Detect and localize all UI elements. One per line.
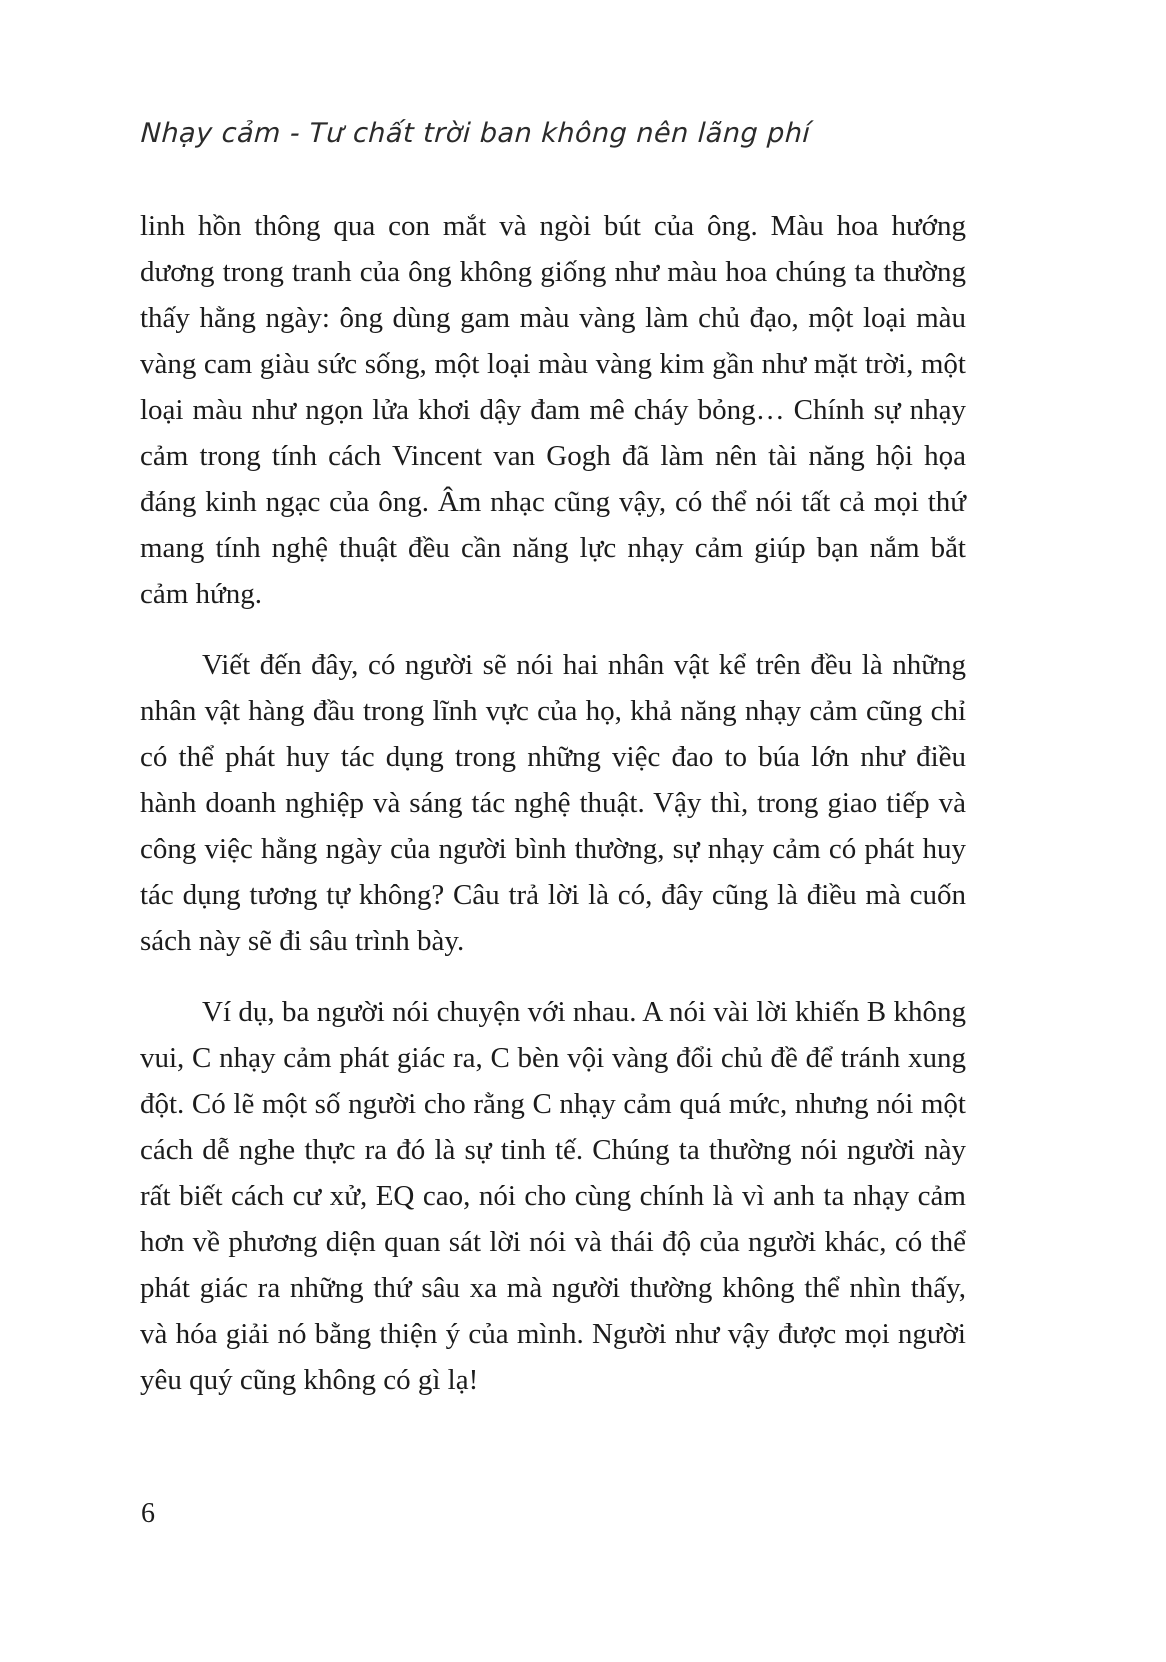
running-header: Nhạy cảm - Tư chất trời ban không nên lãng phí (140, 118, 812, 149)
body-paragraph: Ví dụ, ba người nói chuyện với nhau. A nói vài lời khiến B không vui, C nhạy cảm phát giác ra, C bèn vội vàng đổi chủ đề để tránh xung đột. Có lẽ một số người cho rằng C nhạy cảm quá mức, nhưng nói một cách dễ nghe thực ra đó là sự tinh tế. Chúng ta thường nói người này rất biết cách cư xử, EQ cao, nói cho cùng chính là vì anh ta nhạy cảm hơn về phương diện quan sát lời nói và thái độ của người khác, có thể phát giác ra những thứ sâu xa mà người thường không thể nhìn thấy, và hóa giải nó bằng thiện ý của mình. Người như vậy được mọi người yêu quý cũng không có gì lạ! (140, 996, 966, 1396)
page-body (140, 203, 966, 1428)
page-number: 6 (141, 1498, 155, 1529)
body-paragraph: Viết đến đây, có người sẽ nói hai nhân vật kể trên đều là những nhân vật hàng đầu trong lĩnh vực của họ, khả năng nhạy cảm cũng chỉ có thể phát huy tác dụng trong những việc đao to búa lớn như điều hành doanh nghiệp và sáng tác nghệ thuật. Vậy thì, trong giao tiếp và công việc hằng ngày của người bình thường, sự nhạy cảm có phát huy tác dụng tương tự không? Câu trả lời là có, đây cũng là điều mà cuốn sách này sẽ đi sâu trình bày. (140, 649, 966, 957)
body-paragraph: linh hồn thông qua con mắt và ngòi bút của ông. Màu hoa hướng dương trong tranh của ông không giống như màu hoa chúng ta thường thấy hằng ngày: ông dùng gam màu vàng làm chủ đạo, một loại màu vàng cam giàu sức sống, một loại màu vàng kim gần như mặt trời, một loại màu như ngọn lửa khơi dậy đam mê cháy bỏng… Chính sự nhạy cảm trong tính cách Vincent van Gogh đã làm nên tài năng hội họa đáng kinh ngạc của ông. Âm nhạc cũng vậy, có thể nói tất cả mọi thứ mang tính nghệ thuật đều cần năng lực nhạy cảm giúp bạn nắm bắt cảm hứng. (140, 210, 966, 610)
